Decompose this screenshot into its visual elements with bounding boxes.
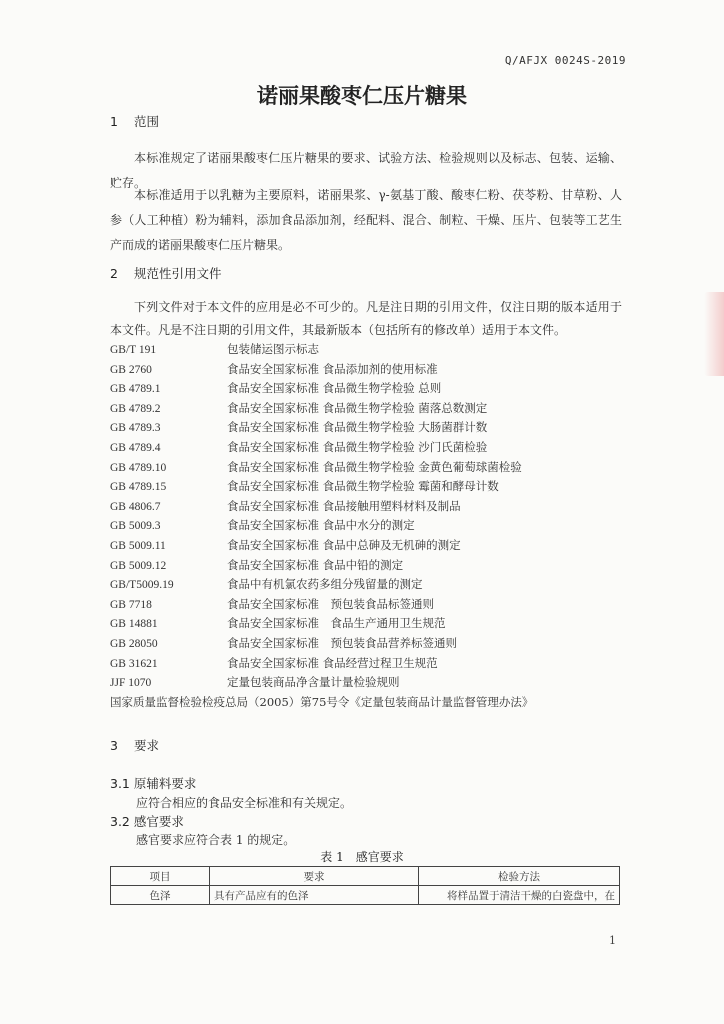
table-number: 表 1 (320, 850, 344, 864)
reference-code: GB 7718 (110, 598, 152, 611)
sensory-table (110, 866, 620, 905)
standard-code: Q/AFJX 0024S-2019 (504, 54, 626, 67)
reference-code: GB 4789.3 (110, 422, 161, 435)
section-number: 1 (110, 114, 118, 129)
reference-code: GB 5009.12 (110, 559, 167, 572)
reference-row (110, 418, 630, 438)
reference-title: 食品安全国家标准 食品添加剂的使用标准 (227, 361, 438, 376)
reference-row (110, 556, 630, 576)
reference-code: GB 4789.10 (110, 461, 167, 474)
page-number: 1 (609, 934, 616, 947)
section-3-heading (110, 736, 159, 754)
reference-row (110, 379, 630, 399)
reference-row (110, 438, 630, 458)
reference-row (110, 634, 630, 654)
decree-line: 国家质量监督检验检疫总局（2005）第75号令《定量包装商品计量监督管理办法》 (110, 694, 534, 709)
subsection-3-2-heading (110, 812, 184, 830)
subsection-number: 3.1 (110, 776, 130, 791)
reference-title: 食品安全国家标准 食品微生物学检验 沙门氏菌检验 (227, 439, 488, 454)
reference-title: 食品安全国家标准 食品中铅的测定 (227, 557, 404, 572)
reference-title: 定量包装商品净含量计量检验规则 (227, 675, 400, 690)
reference-title: 食品安全国家标准 食品接触用塑料材料及制品 (227, 498, 461, 513)
reference-row (110, 340, 630, 360)
scope-paragraph-1: 本标准规定了诺丽果酸枣仁压片糖果的要求、试验方法、检验规则以及标志、包装、运输、贮存。 (110, 151, 622, 190)
section-title: 要求 (134, 738, 160, 753)
reference-code: GB 31621 (110, 657, 158, 670)
page-title: 诺丽果酸枣仁压片糖果 (257, 84, 467, 108)
section-title: 规范性引用文件 (134, 266, 222, 281)
table-cell: 色泽 (111, 886, 210, 905)
reference-title: 食品安全国家标准 食品微生物学检验 大肠菌群计数 (227, 420, 488, 435)
subsection-3-1-heading (110, 774, 196, 792)
subsection-number: 3.2 (110, 814, 130, 829)
subsection-title: 原辅料要求 (133, 776, 197, 791)
reference-title: 食品安全国家标准 预包装食品标签通则 (227, 596, 434, 611)
table-caption (0, 848, 724, 865)
section-2-heading (110, 264, 222, 282)
table-title: 感官要求 (355, 850, 404, 864)
sensory-requirement-text: 感官要求应符合表 1 的规定。 (136, 833, 296, 847)
reference-code: JJF 1070 (110, 677, 152, 690)
reference-code: GB 14881 (110, 618, 158, 631)
reference-row (110, 360, 630, 380)
reference-title: 食品安全国家标准 食品中总砷及无机砷的测定 (227, 537, 461, 552)
seal-stamp-edge (704, 292, 724, 376)
section-title: 范围 (134, 114, 160, 129)
reference-row (110, 399, 630, 419)
reference-list (110, 340, 630, 712)
reference-title: 食品安全国家标准 食品生产通用卫生规范 (227, 616, 446, 631)
table-header-row (111, 867, 620, 886)
table-cell: 将样品置于清洁干燥的白瓷盘中，在 (419, 886, 620, 905)
reference-code: GB/T5009.19 (110, 579, 174, 592)
reference-row (110, 497, 630, 517)
reference-title: 食品安全国家标准 预包装食品营养标签通则 (227, 635, 457, 650)
reference-row (110, 536, 630, 556)
reference-code: GB 28050 (110, 637, 158, 650)
reference-title: 食品安全国家标准 食品经营过程卫生规范 (227, 655, 438, 670)
reference-row (110, 673, 630, 693)
reference-title: 食品安全国家标准 食品微生物学检验 霉菌和酵母计数 (227, 479, 499, 494)
reference-code: GB 4806.7 (110, 500, 161, 513)
reference-title: 食品安全国家标准 食品中水分的测定 (227, 518, 415, 533)
raw-material-text: 应符合相应的食品安全标准和有关规定。 (136, 796, 353, 810)
reference-row (110, 595, 630, 615)
references-intro: 下列文件对于本文件的应用是必不可少的。凡是注日期的引用文件，仅注日期的版本适用于本文件。凡是不注日期的引用文件，其最新版本（包括所有的修改单）适用于本文件。 (110, 300, 622, 337)
reference-row (110, 614, 630, 634)
section-1-heading (110, 112, 159, 130)
section-number: 2 (110, 266, 118, 281)
scope-paragraph-2: 本标准适用于以乳糖为主要原料，诺丽果浆、γ-氨基丁酸、酸枣仁粉、茯苓粉、甘草粉、人参（人工种植）粉为辅料，添加食品添加剂，经配料、混合、制粒、干燥、压片、包装等工艺生产而成的诺丽果酸枣仁压片糖果。 (110, 188, 622, 252)
reference-code: GB 5009.3 (110, 520, 161, 533)
subsection-title: 感官要求 (133, 814, 184, 829)
reference-title: 食品中有机氯农药多组分残留量的测定 (227, 577, 423, 592)
reference-code: GB 4789.4 (110, 441, 161, 454)
reference-code: GB 4789.1 (110, 383, 161, 396)
reference-row (110, 458, 630, 478)
section-number: 3 (110, 738, 118, 753)
reference-row (110, 575, 630, 595)
reference-title: 包装储运图示标志 (227, 342, 319, 356)
table-cell: 具有产品应有的色泽 (210, 886, 419, 905)
reference-row (110, 516, 630, 536)
column-header: 检验方法 (419, 867, 620, 886)
reference-row (110, 477, 630, 497)
reference-code: GB 2760 (110, 363, 152, 376)
column-header: 项目 (111, 867, 210, 886)
reference-title: 食品安全国家标准 食品微生物学检验 金黄色葡萄球菌检验 (227, 459, 522, 474)
column-header: 要求 (210, 867, 419, 886)
reference-code: GB/T 191 (110, 344, 157, 356)
reference-title: 食品安全国家标准 食品微生物学检验 菌落总数测定 (227, 400, 488, 415)
reference-row (110, 654, 630, 674)
reference-code: GB 4789.2 (110, 402, 161, 415)
reference-code: GB 4789.15 (110, 481, 167, 494)
table-row (111, 886, 620, 905)
reference-code: GB 5009.11 (110, 539, 166, 552)
reference-title: 食品安全国家标准 食品微生物学检验 总则 (227, 381, 442, 396)
